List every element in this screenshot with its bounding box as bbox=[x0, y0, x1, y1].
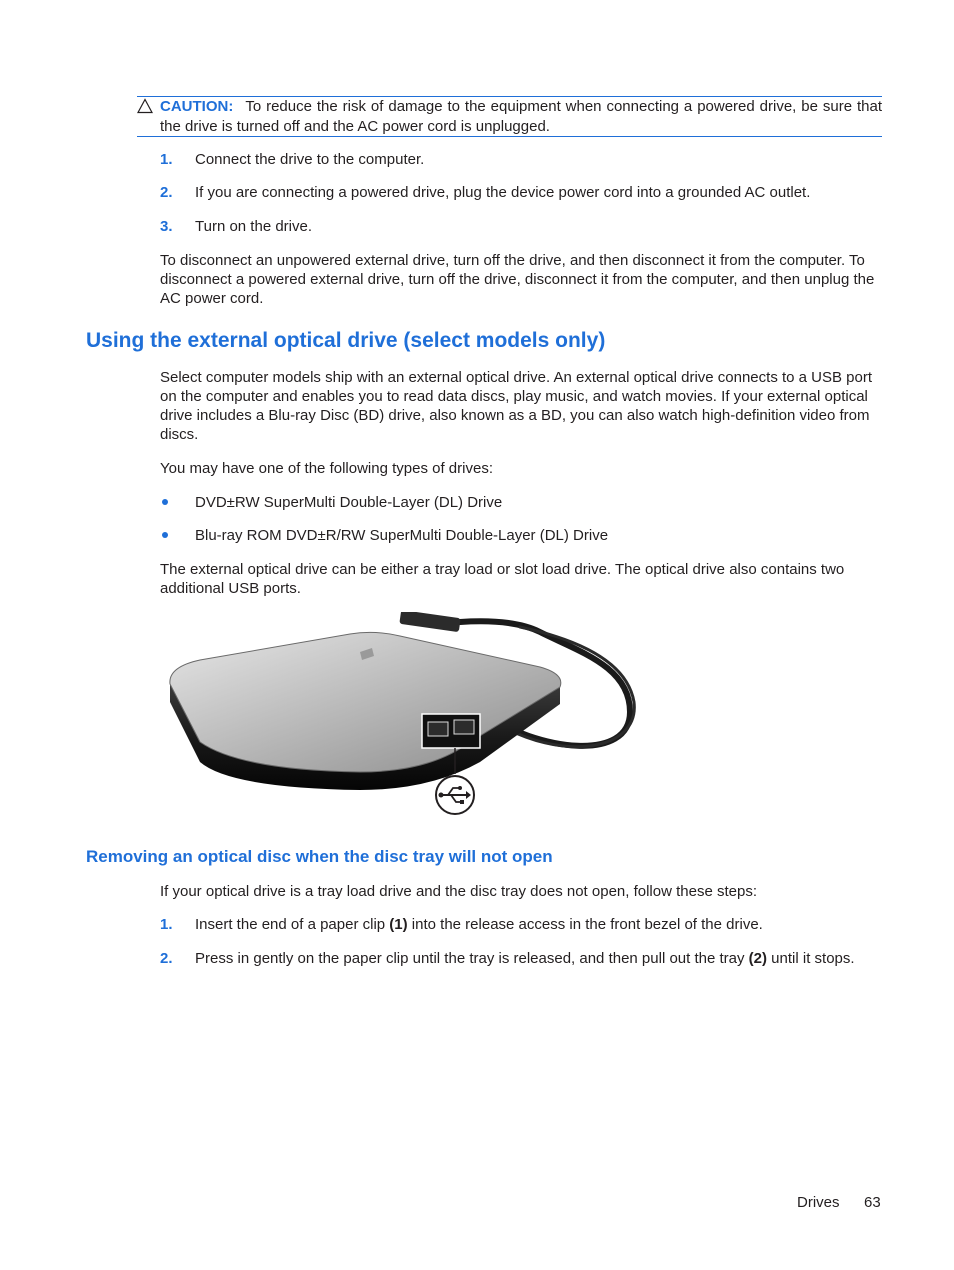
disconnect-paragraph: To disconnect an unpowered external drive, turn off the drive, and then disconnect it from the computer. To disconnect a powered external drive, turn off the drive, disconnect it from the computer, and then unplug the AC power cord. bbox=[160, 252, 875, 307]
optical-drive-intro-paragraph: Select computer models ship with an external optical drive. An external optical drive connects to a USB port on the computer and enables you to read data discs, play music, and watch movies. If your external optical drive includes a Blu-ray Disc (BD) drive, also known as a BD, you can also watch high-definition video from discs. bbox=[160, 369, 873, 443]
step-number: 1. bbox=[160, 151, 173, 168]
step-text-post: until it stops. bbox=[767, 950, 855, 967]
bullet-icon bbox=[162, 532, 168, 538]
step-number: 1. bbox=[160, 916, 173, 933]
bullet-icon bbox=[162, 499, 168, 505]
step-text-pre: Insert the end of a paper clip bbox=[195, 916, 390, 933]
drive-types-intro: You may have one of the following types of drives: bbox=[160, 460, 493, 477]
step-callout: (1) bbox=[389, 916, 408, 933]
step-text-post: into the release access in the front bezel of the drive. bbox=[407, 916, 763, 933]
footer-section-name: Drives bbox=[797, 1194, 840, 1211]
step-callout: (2) bbox=[748, 950, 768, 967]
page-number: 63 bbox=[864, 1194, 881, 1211]
step-number: 3. bbox=[160, 218, 173, 235]
section-heading-removing-disc: Removing an optical disc when the disc tray will not open bbox=[86, 847, 553, 866]
step-text-pre: Press in gently on the paper clip until the tray is released, and then pull out the tray bbox=[195, 950, 749, 967]
step-text: Turn on the drive. bbox=[195, 218, 313, 235]
usb-plug bbox=[399, 612, 460, 632]
step-number: 2. bbox=[160, 184, 173, 201]
caution-triangle-icon bbox=[137, 98, 153, 114]
removing-disc-intro: If your optical drive is a tray load drive and the disc tray does not open, follow these steps: bbox=[160, 883, 757, 900]
drive-type-label: DVD±RW SuperMulti Double-Layer (DL) Drive bbox=[195, 494, 503, 511]
drive-type-label: Blu-ray ROM DVD±R/RW SuperMulti Double-Layer (DL) Drive bbox=[195, 527, 609, 544]
caution-notice bbox=[137, 96, 882, 137]
step-text: Connect the drive to the computer. bbox=[195, 151, 425, 168]
step-text bbox=[195, 949, 855, 968]
usb-icon bbox=[436, 776, 474, 814]
step-number: 2. bbox=[160, 950, 173, 967]
caution-text-block bbox=[160, 97, 882, 137]
step-text bbox=[195, 915, 763, 934]
section-heading-external-optical-drive: Using the external optical drive (select models only) bbox=[86, 329, 606, 352]
external-optical-drive-illustration bbox=[160, 612, 650, 822]
load-type-paragraph: The external optical drive can be either a tray load or slot load drive. The optical drive also contains two additional USB ports. bbox=[160, 561, 845, 597]
caution-text: To reduce the risk of damage to the equipment when connecting a powered drive, be sure that the drive is turned off and the AC power cord is unplugged. bbox=[160, 98, 882, 135]
step-text: If you are connecting a powered drive, plug the device power cord into a grounded AC outlet. bbox=[195, 184, 811, 201]
caution-label: CAUTION: bbox=[160, 98, 234, 115]
